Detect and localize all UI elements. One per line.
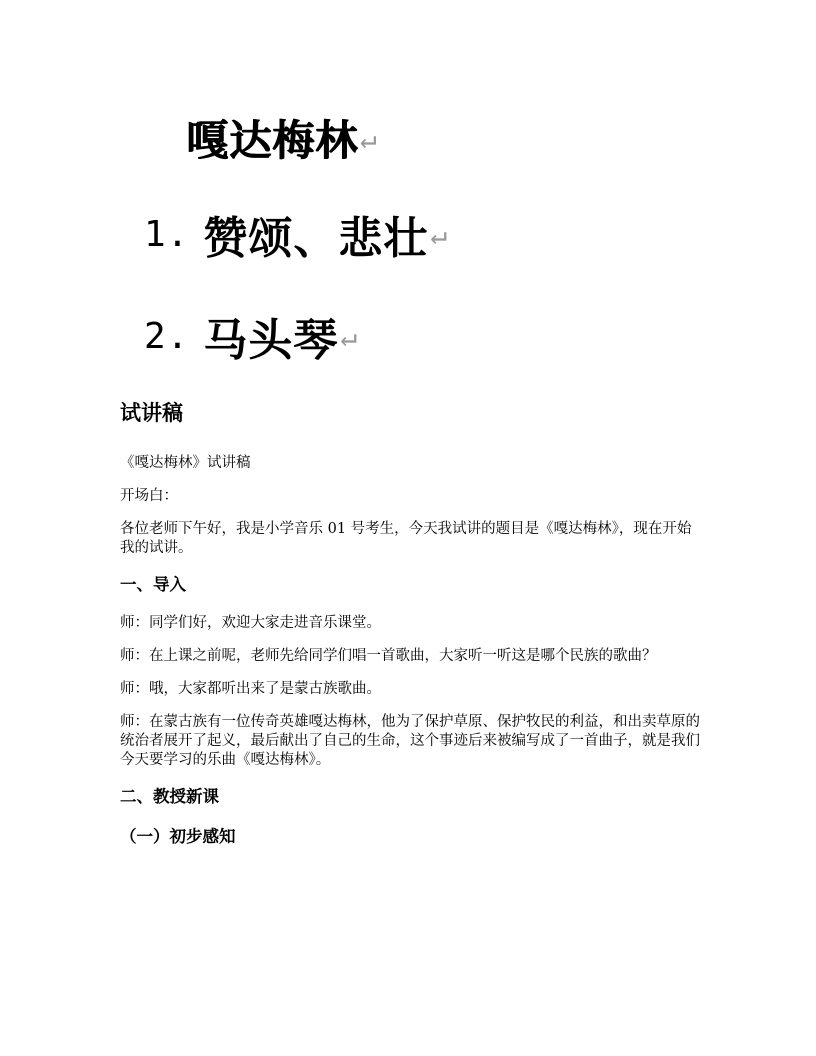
image-item-2-number: 2.	[144, 315, 190, 357]
paragraph-2: 师：在上课之前呢，老师先给同学们唱一首歌曲，大家听一听这是哪个民族的歌曲？	[120, 648, 657, 664]
heading-introduction: 一、导入	[120, 575, 186, 594]
image-title-line	[186, 108, 378, 168]
return-mark-icon: ↵	[360, 121, 378, 155]
title-image	[140, 100, 500, 366]
paragraph-3: 师：哦，大家都听出来了是蒙古族歌曲。	[120, 681, 381, 697]
image-title: 嘎达梅林	[186, 116, 359, 165]
return-mark-icon: ↵	[430, 217, 449, 251]
image-item-1	[144, 202, 448, 266]
paragraph-1: 师：同学们好，欢迎大家走进音乐课堂。	[120, 615, 381, 631]
image-item-2	[144, 304, 358, 368]
subheading-initial-perception: （一）初步感知	[120, 827, 236, 846]
return-mark-icon: ↵	[340, 319, 359, 353]
document-body	[120, 396, 700, 848]
opening-label: 开场白：	[120, 488, 178, 504]
heading-new-lesson: 二、教授新课	[120, 787, 219, 806]
image-item-1-number: 1.	[144, 213, 190, 255]
image-item-2-text: 马头琴	[203, 315, 339, 366]
paragraph-4: 师：在蒙古族有一位传奇英雄嘎达梅林，他为了保护草原、保护牧民的利益，和出卖草原的统治者展开了起义，最后献出了自己的生命，这个事迹后来被编写成了一首曲子，就是我们今天要学习的乐曲《嘎达梅林》。	[120, 714, 700, 768]
section-title: 试讲稿	[120, 401, 183, 425]
opening-text: 各位老师下午好，我是小学音乐 01 号考生，今天我试讲的题目是《嘎达梅林》，现在开始我的试讲。	[120, 521, 692, 556]
image-item-1-text: 赞颂、悲壮	[203, 213, 429, 264]
doc-title: 《嘎达梅林》试讲稿	[120, 455, 251, 471]
